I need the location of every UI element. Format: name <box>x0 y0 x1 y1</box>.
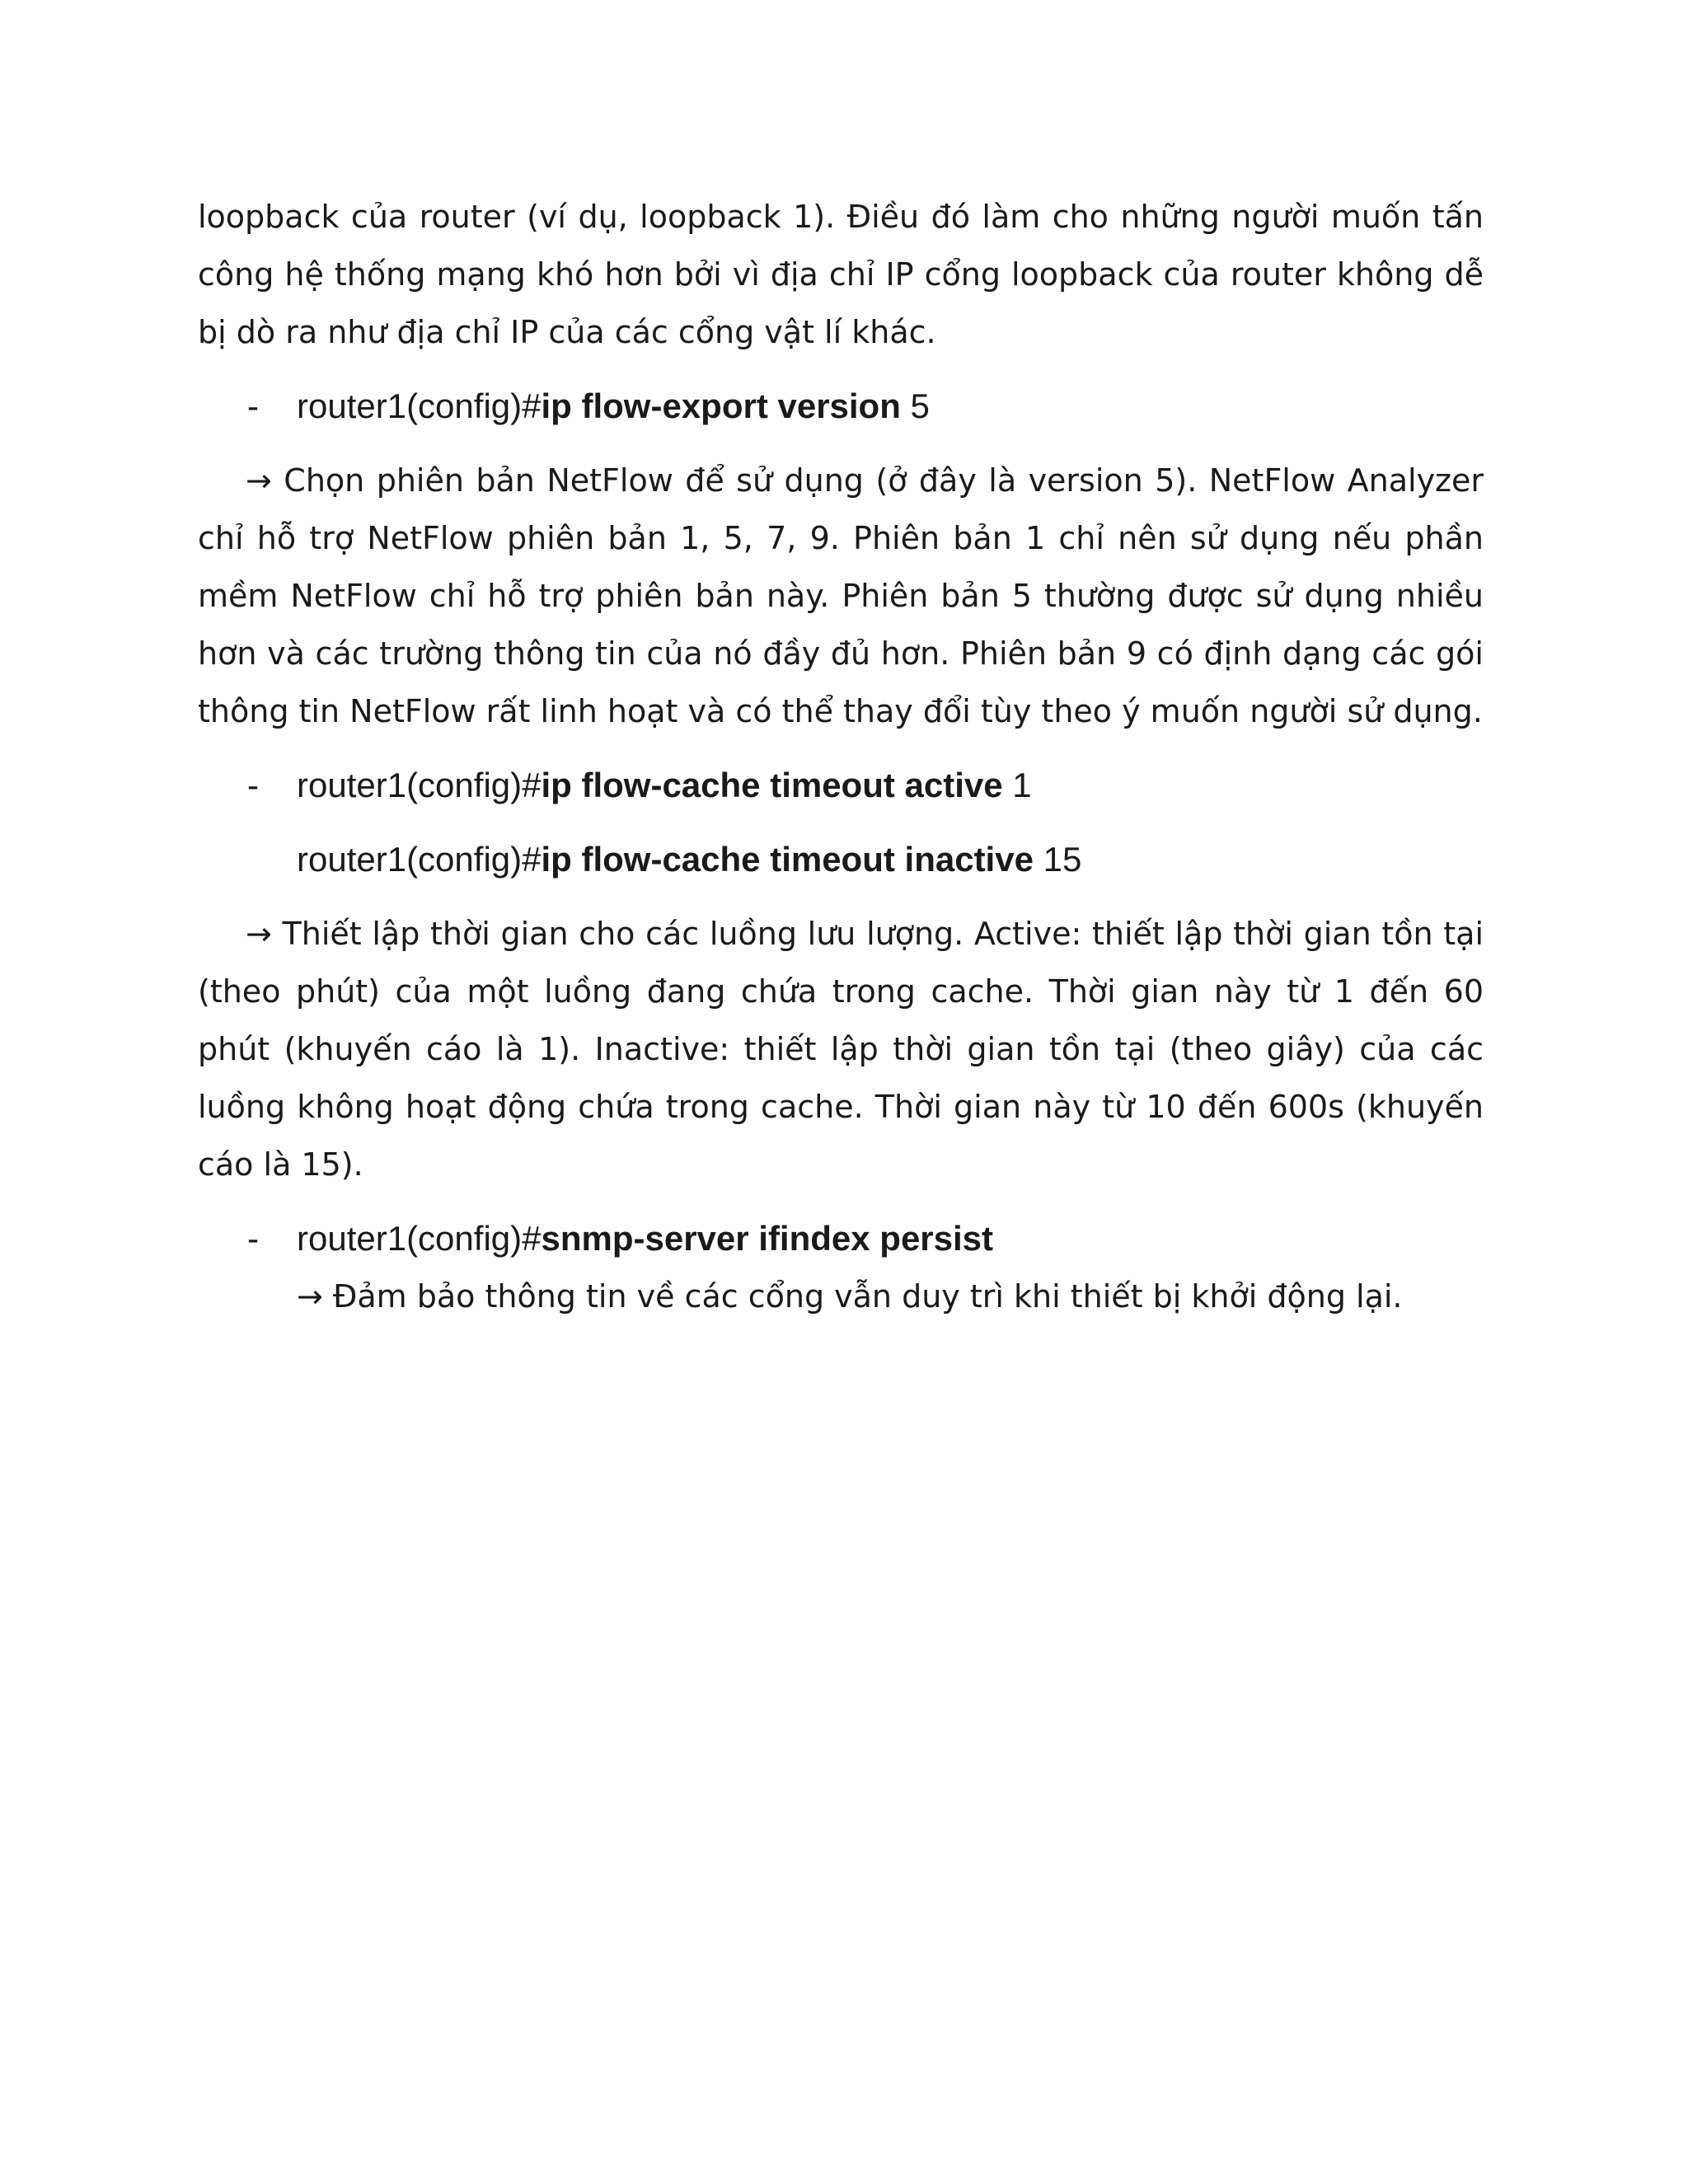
command-prefix: router1(config)# <box>297 387 542 425</box>
command-keyword: ip flow-cache timeout active <box>541 766 1003 804</box>
paragraph-netflow-version: → Chọn phiên bản NetFlow để sử dụng (ở đây là version 5). NetFlow Analyzer chỉ hỗ trợ NetFlow phiên bản 1, 5, 7, 9. Phiên bản 1 chỉ nên sử dụng nếu phần mềm NetFlow chỉ hỗ trợ phiên bản này. Phiên bản 5 thường được sử dụng nhiều hơn và các trường thông tin của nó đầy đủ hơn. Phiên bản 9 có định dạng các gói thông tin NetFlow rất linh hoạt và có thể thay đổi tùy theo ý muốn người sử dụng. <box>198 462 1484 729</box>
list-dash: - <box>247 1219 259 1258</box>
command-flow-cache-active <box>198 757 1484 814</box>
command-prefix: router1(config)# <box>297 766 542 804</box>
command-snmp-ifindex <box>198 1210 1484 1268</box>
note-snmp-persist: → Đảm bảo thông tin về các cổng vẫn duy trì khi thiết bị khởi động lại. <box>297 1278 1403 1315</box>
command-prefix: router1(config)# <box>297 840 542 879</box>
document-page <box>198 188 1484 1325</box>
paragraph-loopback: loopback của router (ví dụ, loopback 1). Điều đó làm cho những người muốn tấn công hệ thống mạng khó hơn bởi vì địa chỉ IP cổng loopback của router không dễ bị dò ra như địa chỉ IP của các cổng vật lí khác. <box>198 199 1484 350</box>
command-prefix: router1(config)# <box>297 1219 542 1258</box>
command-argument: 5 <box>900 387 930 425</box>
command-keyword: ip flow-export version <box>541 387 901 425</box>
command-argument: 1 <box>1002 766 1032 804</box>
command-argument: 15 <box>1033 840 1082 879</box>
command-keyword: ip flow-cache timeout inactive <box>541 840 1034 879</box>
list-dash: - <box>247 766 259 804</box>
paragraph-flow-timeout: → Thiết lập thời gian cho các luồng lưu lượng. Active: thiết lập thời gian tồn tại (theo phút) của một luồng đang chứa trong cache. Thời gian này từ 1 đến 60 phút (khuyến cáo là 1). Inactive: thiết lập thời gian tồn tại (theo giây) của các luồng không hoạt động chứa trong cache. Thời gian này từ 10 đến 600s (khuyến cáo là 15). <box>198 916 1484 1183</box>
command-flow-cache-inactive <box>198 831 1484 888</box>
command-keyword: snmp-server ifindex persist <box>541 1219 994 1258</box>
command-flow-export-version <box>198 377 1484 435</box>
list-dash: - <box>247 387 259 425</box>
